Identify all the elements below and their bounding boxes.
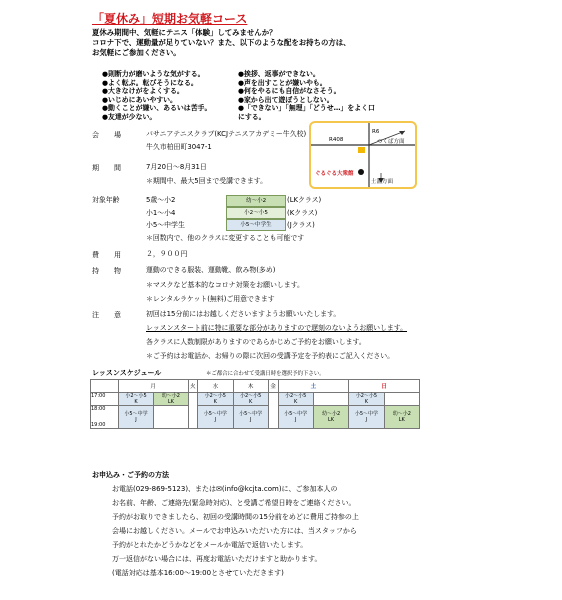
intro-line: お気軽にご参加ください。 <box>92 48 181 57</box>
venue-label: 会 場 <box>92 131 125 139</box>
time-label: 19:00 <box>91 422 106 428</box>
slot-k <box>349 393 384 406</box>
slot-j <box>198 406 233 429</box>
items-label: 持 物 <box>92 267 125 275</box>
bullet-item: ●挨拶、返事ができない。 <box>238 70 320 78</box>
notes-line: レッスンスタート前に特に重要な部分がありますので遅刻のないようお願いします。 <box>146 324 408 332</box>
intro-line: 夏休み期間中、気軽にテニス「体験」してみませんか？ <box>92 28 277 37</box>
slot-age: 小2～小5 <box>355 393 378 399</box>
apply-line: 予約がとれたかどうかなどをメールか電話で返信いたします。 <box>112 541 308 549</box>
day-thu: 木 <box>233 380 268 393</box>
age-row: 小1～小4 <box>146 209 176 217</box>
notes-line: 各クラスに人数制限がありますのであらかじめご予約をお願いします。 <box>146 338 366 346</box>
items-line: ＊マスクなど基本的なコロナ対策をお願いします。 <box>146 281 304 289</box>
slot-j <box>349 406 384 429</box>
slot-lk <box>384 406 419 429</box>
apply-line: (電話対応は基本16:00～19:00とさせていただきます) <box>112 569 284 577</box>
class-box-lk: 幼～小2 <box>226 195 286 207</box>
period-label: 期 間 <box>92 164 125 172</box>
slot-lk <box>154 393 188 406</box>
slot-k <box>278 393 313 406</box>
schedule-table <box>90 379 420 429</box>
slot-j <box>233 406 268 429</box>
bullet-item: ●「できない」「無理」「どうせ…」をよく口にする。 <box>238 104 375 121</box>
apply-title: お申込み・ご予約の方法 <box>92 471 169 479</box>
apply-text <box>112 482 359 580</box>
slot-class: K <box>134 399 138 405</box>
slot-age: 小5～中学 <box>124 411 148 417</box>
venue-address: 牛久市柏田町3047-1 <box>146 143 212 151</box>
slot-class: K <box>249 399 253 405</box>
bullet-item: ●動くことが嫌い、あるいは苦手。 <box>102 104 212 113</box>
slot-age: 小5～中学 <box>284 411 308 417</box>
slot-age: 小5～中学 <box>203 411 227 417</box>
slot-class: J <box>135 417 137 423</box>
age-row: 5歳～小2 <box>146 196 176 204</box>
slot-age: 小5～中学 <box>239 411 263 417</box>
slot-age: 小2～小5 <box>125 393 147 399</box>
slot-age: 小2～小5 <box>284 393 307 399</box>
map-to-bottom: 土浦方面 <box>371 179 394 185</box>
time-1800 <box>91 406 119 429</box>
notes-line: ＊ご予約はお電話か、お帰りの際に次回の受講予定を予約表にご記入ください。 <box>146 352 395 360</box>
ages-label: 対象年齢 <box>92 196 120 204</box>
slot-j <box>278 406 313 429</box>
apply-line: 会場にお越しください。メールでお申込みいただいた方には、当スタッフから <box>112 527 357 535</box>
slot-age: 幼～小2 <box>392 411 411 417</box>
slot-class: K <box>213 399 217 405</box>
slot-class: K <box>294 399 298 405</box>
access-map <box>309 121 417 189</box>
slot-age: 小5～中学 <box>354 411 378 417</box>
bullet-list-right <box>238 70 378 122</box>
slot-class: K <box>364 399 369 405</box>
intro-line: コロナ下で、運動量が足りていない？また、以下のような配をお持ちの方は、 <box>92 38 351 47</box>
time-1700: 17:00 <box>91 393 119 406</box>
apply-line: 万一返信がない場合には、再度お電話いただけますと助かります。 <box>112 555 322 563</box>
apply-line: お名前、年齢、ご連絡先(緊急時対応)、と受講ご希望日時をご連絡ください。 <box>112 499 356 507</box>
slot-class: LK <box>398 417 405 423</box>
fee-value: ２，９００円 <box>146 250 188 258</box>
intro-text <box>92 28 351 58</box>
schedule-note: ＊ご都合に合わせて受講日時を選択予約下さい。 <box>206 371 325 377</box>
map-route2: R408 <box>329 137 344 143</box>
slot-lk <box>313 406 348 429</box>
slot-age: 小2～小5 <box>239 393 262 399</box>
slot-class: LK <box>167 399 174 405</box>
slot-class: LK <box>328 417 335 423</box>
slot-k <box>198 393 233 406</box>
day-sun: 日 <box>349 380 420 393</box>
notes-line: 初回は15分前にはお越しくださいますようお願いいたします。 <box>146 310 341 318</box>
apply-line: 予約がお取りできましたら、初回の受講時間の15分前をめどに費用ご持参の上 <box>112 513 359 521</box>
items-line: 運動のできる服装、運動靴、飲み物(多め) <box>146 266 276 274</box>
bullet-item: ●何をやるにも自信がなさそう。 <box>238 87 341 96</box>
day-tue: 火 <box>188 380 198 393</box>
time-label: 18:00 <box>91 406 106 412</box>
slot-empty <box>268 393 278 429</box>
slot-empty <box>154 406 188 429</box>
items-line: ＊レンタルラケット(無料)ご用意できます <box>146 295 275 303</box>
slot-empty <box>313 393 348 406</box>
map-route1: R6 <box>372 129 380 135</box>
bullet-item: ●家から出て遊ぼうとしない。 <box>238 95 334 104</box>
period-note: ＊期間中、最大5回まで受講できます。 <box>146 177 267 185</box>
day-wed: 水 <box>198 380 233 393</box>
apply-line: お電話(029-869-5123)、または✉(info@kcjta.com)に、ご参加本人の <box>112 485 338 493</box>
bullet-item: ●よく転ぶ。転びそうになる。 <box>102 78 198 87</box>
slot-empty <box>384 393 419 406</box>
notes-label: 注 意 <box>92 311 125 319</box>
bullet-item: ●友達が少ない。 <box>102 112 157 121</box>
age-row: 小5～中学生 <box>146 221 185 229</box>
slot-age: 幼～小2 <box>161 393 180 399</box>
slot-class: J <box>214 417 217 423</box>
bullet-item: ●声を出すことが嫌いやも。 <box>238 78 327 87</box>
class-name: (Kクラス) <box>287 209 318 217</box>
bullet-list-left <box>102 70 211 122</box>
day-fri: 金 <box>268 380 278 393</box>
bullet-item: ●いじめにあいやすい。 <box>102 95 177 104</box>
header-empty <box>91 380 119 393</box>
schedule-title: レッスンスケジュール <box>92 369 162 377</box>
class-name: (LKクラス) <box>287 196 322 204</box>
class-box-k: 小2～小5 <box>226 207 286 219</box>
map-place: ぐるぐる大衆館 <box>315 171 354 177</box>
slot-age: 幼～小2 <box>321 411 341 417</box>
class-name: (Jクラス) <box>287 221 315 229</box>
map-roads <box>311 123 415 187</box>
ages-note: ＊回数内で、他のクラスに変更することも可能です <box>146 234 305 242</box>
period-value: 7月20日～8月31日 <box>146 163 207 171</box>
page-title: 「夏休み」短期お気軽コース <box>92 12 248 26</box>
day-sat: 土 <box>278 380 349 393</box>
class-box-j: 小5～中学生 <box>226 219 286 231</box>
slot-age: 小2～小5 <box>204 393 226 399</box>
fee-label: 費 用 <box>92 251 125 259</box>
slot-j <box>118 406 153 429</box>
venue-name: バサニアテニスクラブ(KCJテニスアカデミー牛久校) <box>146 130 307 138</box>
slot-k <box>233 393 268 406</box>
slot-class: J <box>365 417 368 423</box>
slot-class: J <box>249 417 252 423</box>
map-to-top: つくば方面 <box>377 139 405 145</box>
bullet-item: ●大きなけがをよくする。 <box>102 87 184 96</box>
flyer-page <box>72 0 492 600</box>
slot-empty <box>188 393 198 429</box>
slot-class: J <box>294 417 297 423</box>
day-mon: 月 <box>118 380 188 393</box>
slot-k <box>118 393 153 406</box>
bullet-item: ●則断力が磨いような気がする。 <box>102 70 205 78</box>
